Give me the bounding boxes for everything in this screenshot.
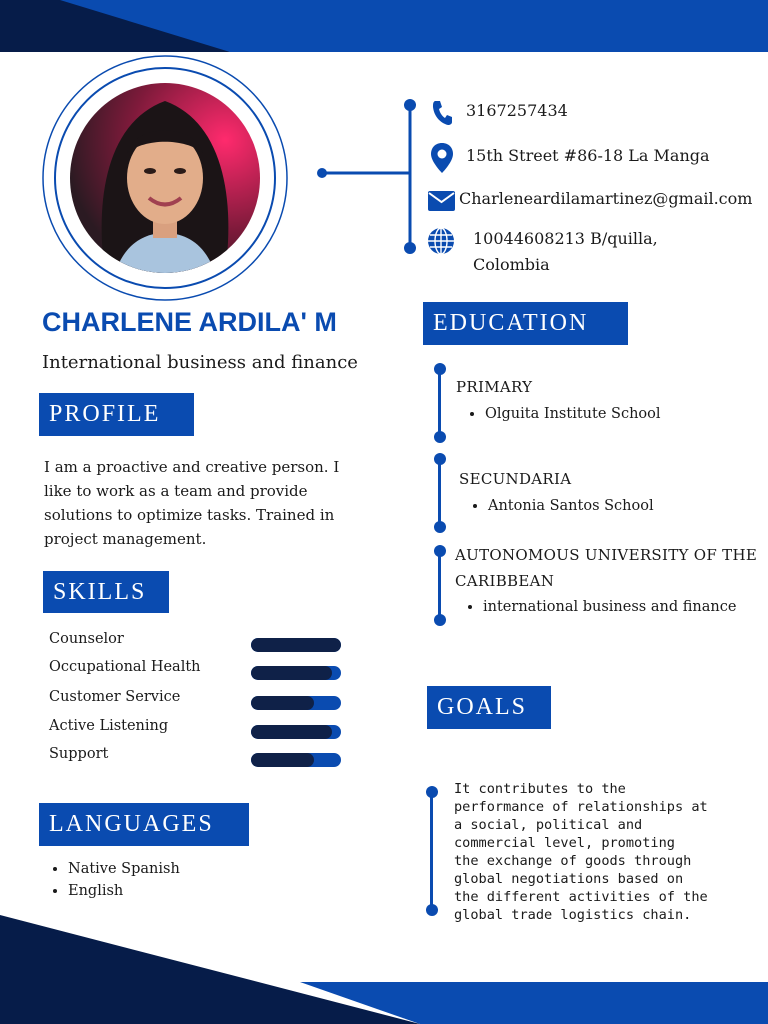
timeline-dot [434, 521, 446, 533]
skill-level-fill [251, 638, 341, 652]
education-primary-list [461, 403, 661, 425]
goals-line: It contributes to the [454, 781, 626, 797]
skill-level-fill [251, 753, 314, 767]
timeline-dot [434, 614, 446, 626]
goals-text [454, 780, 754, 924]
goals-line: global trade logistics chain. [454, 907, 692, 923]
education-university-title-line1: AUTONOMOUS UNIVERSITY OF THE [455, 546, 758, 564]
candidate-name: CHARLENE ARDILA' M [42, 307, 337, 337]
goals-line: performance of relationships at [454, 799, 708, 815]
timeline-dot [434, 431, 446, 443]
education-item: • international business and finance [483, 596, 736, 618]
candidate-subtitle: International business and finance [42, 352, 358, 373]
skill-label: Occupational Health [49, 659, 201, 675]
skill-level-bar [251, 696, 341, 710]
globe-icon [427, 227, 455, 255]
contact-address: 15th Street #86-18 La Manga [466, 146, 710, 165]
skill-label: Support [49, 746, 109, 762]
mail-icon [428, 191, 455, 211]
skill-label: Customer Service [49, 689, 181, 705]
timeline-dot [434, 545, 446, 557]
language-item: • Native Spanish [68, 858, 180, 880]
skill-level-bar [251, 725, 341, 739]
education-secondary-title: SECUNDARIA [459, 470, 572, 488]
profile-line: like to work as a team and provide [44, 482, 308, 500]
contact-location-line2: Colombia [473, 255, 550, 274]
goals-heading: GOALS [427, 686, 551, 729]
goals-line: the different activities of the [454, 889, 708, 905]
education-primary-title: PRIMARY [456, 378, 533, 396]
profile-text [44, 455, 374, 551]
profile-line: project management. [44, 530, 207, 548]
languages-heading: LANGUAGES [39, 803, 249, 846]
skill-label: Active Listening [49, 718, 169, 734]
skill-level-bar [251, 666, 341, 680]
timeline-dot [426, 786, 438, 798]
goals-line: global negotiations based on [454, 871, 684, 887]
goals-line: the exchange of goods through [454, 853, 692, 869]
map-pin-icon [430, 142, 454, 174]
profile-line: I am a proactive and creative person. I [44, 458, 340, 476]
language-item: • English [68, 880, 180, 902]
goals-timeline [430, 792, 433, 910]
contact-phone: 3167257434 [466, 101, 568, 120]
skill-level-fill [251, 696, 314, 710]
education-item: • Antonia Santos School [488, 495, 654, 517]
education-university-title-line2: CARIBBEAN [455, 572, 555, 590]
timeline-dot [434, 363, 446, 375]
timeline-dot [426, 904, 438, 916]
education-item: • Olguita Institute School [485, 403, 661, 425]
skills-heading: SKILLS [43, 571, 169, 613]
skill-level-fill [251, 666, 332, 680]
phone-icon [431, 99, 453, 127]
skill-level-bar [251, 753, 341, 767]
goals-line: a social, political and [454, 817, 643, 833]
contact-email[interactable]: Charleneardilamartinez@gmail.com [459, 189, 753, 208]
profile-heading: PROFILE [39, 393, 194, 436]
education-university-list [459, 596, 736, 618]
education-timeline [438, 368, 441, 436]
education-timeline [438, 550, 441, 620]
languages-list [44, 858, 180, 902]
timeline-dot [434, 453, 446, 465]
profile-line: solutions to optimize tasks. Trained in [44, 506, 335, 524]
education-timeline [438, 458, 441, 526]
profile-photo [65, 83, 265, 273]
skill-level-fill [251, 725, 332, 739]
education-heading: EDUCATION [423, 302, 628, 345]
skill-label: Counselor [49, 631, 124, 647]
education-secondary-list [464, 495, 654, 517]
contact-location-line1: 10044608213 B/quilla, [473, 229, 658, 248]
goals-line: commercial level, promoting [454, 835, 675, 851]
skill-level-bar [251, 638, 341, 652]
